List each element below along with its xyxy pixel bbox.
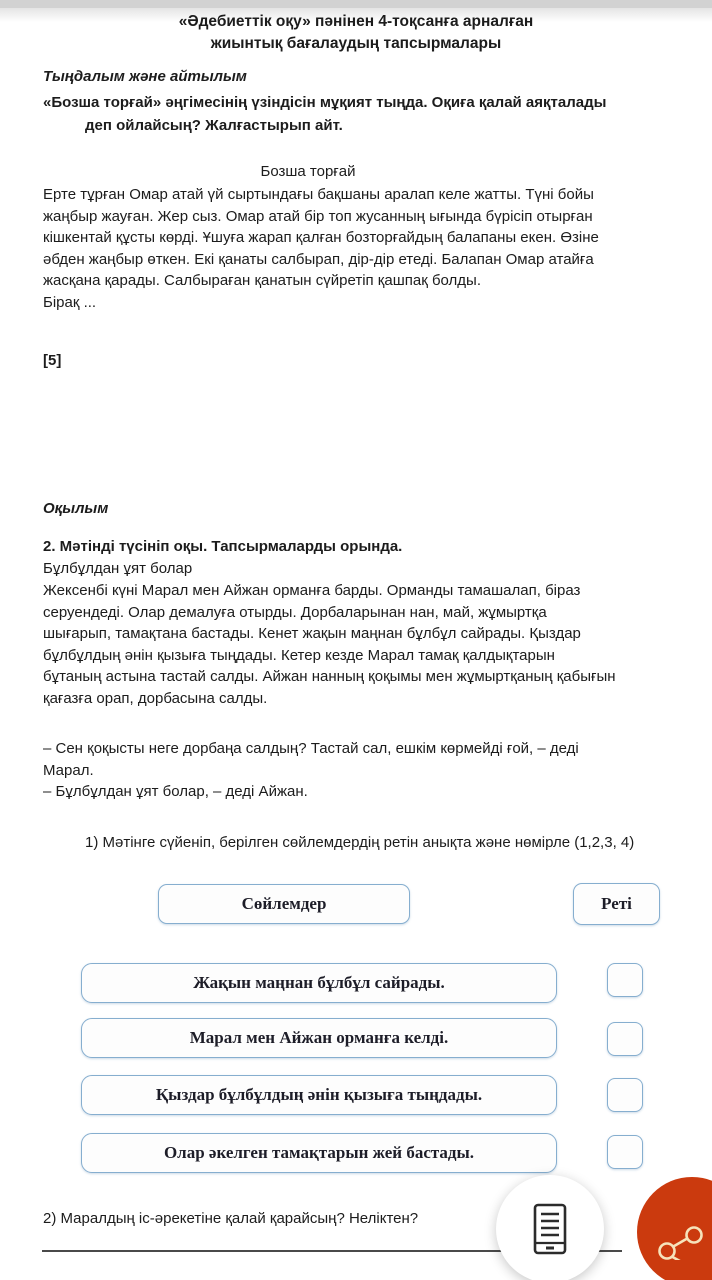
story-title: Бозша торғай bbox=[260, 163, 356, 180]
sentence-row-label: Қыздар бұлбұлдың әнін қызыға тыңдады. bbox=[155, 1085, 483, 1104]
order-column-header bbox=[573, 883, 660, 925]
reading-line: қағазға орап, дорбасына салды. bbox=[43, 689, 268, 707]
sentences-header-label: Сөйлемдер bbox=[241, 894, 327, 913]
dialogue-text bbox=[43, 738, 579, 803]
section1-task-line1: «Бозша торғай» әңгімесінің үзіндісін мұқият тыңда. Оқиға қалай аяқталады bbox=[43, 94, 607, 111]
sentence-row bbox=[81, 1018, 557, 1058]
reading-line: Жексенбі күні Марал мен Айжан орманға барды. Орманды тамашалап, біраз bbox=[43, 582, 581, 599]
section1-heading: Тыңдалым және айтылым bbox=[43, 68, 247, 85]
dialogue-line: – Бұлбұлдан ұят болар, – деді Айжан. bbox=[43, 783, 308, 800]
section2-heading: Оқылым bbox=[43, 500, 109, 517]
document-title bbox=[0, 11, 712, 55]
reading-text-title: Бұлбұлдан ұят болар bbox=[43, 560, 193, 577]
document-title-line2: жиынтық бағалаудың тапсырмалары bbox=[210, 35, 502, 52]
question2-text: 2) Маралдың іс-әрекетіне қалай қарайсың? Неліктен? bbox=[43, 1210, 419, 1227]
reading-line: серуендеді. Олар демалуға отырды. Дорбаларынан нан, май, жұмыртқа bbox=[43, 603, 547, 621]
top-strip bbox=[0, 0, 712, 8]
question1-text: 1) Мәтінге сүйеніп, берілген сөйлемдердің ретін анықта және нөмірле (1,2,3, 4) bbox=[85, 834, 635, 851]
sentence-row-label: Жақын маңнан бұлбұл сайрады. bbox=[193, 973, 445, 992]
sentences-column-header bbox=[158, 884, 410, 924]
sentence-row bbox=[81, 963, 557, 1003]
document-title-line1: «Әдебиеттік оқу» пәнінен 4-тоқсанға арналған bbox=[178, 13, 534, 30]
story-line: жасқана қарады. Салбыраған қанатын сүйретіп қашпақ болды. bbox=[43, 272, 482, 289]
order-input-box-2[interactable] bbox=[607, 1022, 643, 1056]
section2-task-heading: 2. Мәтінді түсініп оқы. Тапсырмаларды орында. bbox=[43, 538, 403, 555]
reader-mode-icon bbox=[533, 1203, 567, 1255]
sentence-row-label: Марал мен Айжан орманға келді. bbox=[189, 1028, 449, 1047]
reading-line: шығарып, тамақтана бастады. Кенет жақын маңнан бұлбұл сайрады. Қыздар bbox=[43, 625, 581, 642]
story-line: Бірақ ... bbox=[43, 293, 97, 311]
order-header-label: Реті bbox=[601, 894, 632, 913]
story-line: кішкентай құсты көрді. Ұшуға жарап қалған бозторғайдың балапаны екен. Өзіне bbox=[43, 229, 599, 246]
sentence-row bbox=[81, 1133, 557, 1173]
reading-line: бұтаның астына тастай салды. Айжан нанның қоқымы мен жұмыртқаның қабығын bbox=[43, 668, 616, 685]
reading-line: бұлбұлдың әнін қызыға тыңдады. Кетер кезде Марал тамақ қалдықтарын bbox=[43, 646, 555, 664]
dialogue-line: – Сен қоқысты неге дорбаңа салдың? Тастай сал, ешкім көрмейді ғой, – деді bbox=[43, 740, 579, 757]
story-text bbox=[43, 184, 599, 313]
story-line: әбден жаңбыр өткен. Екі қанаты салбырап, дір-дір етеді. Балапан Омар атайға bbox=[43, 250, 594, 268]
reading-text bbox=[43, 580, 616, 709]
section1-task-line2: деп ойлайсың? Жалғастырып айт. bbox=[85, 117, 343, 134]
share-button[interactable] bbox=[637, 1177, 712, 1280]
section1-task bbox=[43, 91, 606, 137]
story-line: Ерте тұрған Омар атай үй сыртындағы бақшаны аралап келе жатты. Түні бойы bbox=[43, 186, 594, 203]
story-line: жаңбыр жауған. Жер сыз. Омар атай бір топ жусанның ығында бүрісіп отырған bbox=[43, 207, 593, 225]
order-input-box-1[interactable] bbox=[607, 963, 643, 997]
dialogue-line: Марал. bbox=[43, 761, 94, 779]
sentence-row-label: Олар әкелген тамақтарын жей бастады. bbox=[163, 1143, 475, 1162]
marks-badge: [5] bbox=[43, 352, 62, 369]
reader-mode-button[interactable] bbox=[496, 1175, 604, 1280]
sentence-row bbox=[81, 1075, 557, 1115]
order-input-box-3[interactable] bbox=[607, 1078, 643, 1112]
order-input-box-4[interactable] bbox=[607, 1135, 643, 1169]
share-icon bbox=[651, 1204, 707, 1260]
